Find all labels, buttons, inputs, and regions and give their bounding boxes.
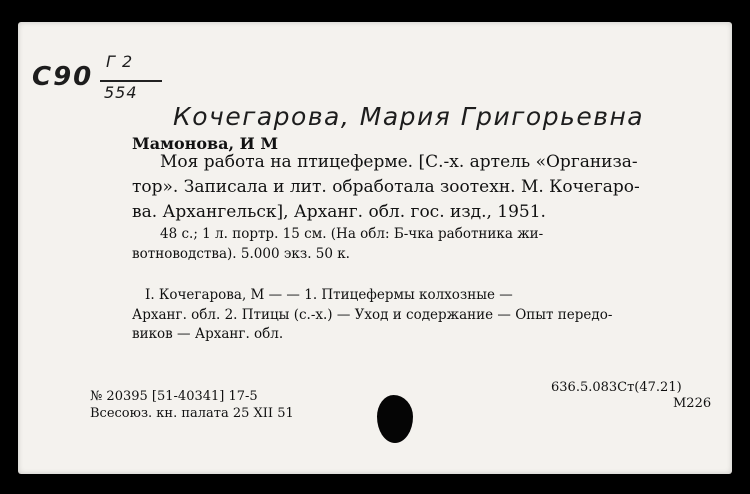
description-line: Моя работа на птицеферме. [С.-х. артель «Организа- — [160, 152, 638, 172]
tracing-line: Арханг. обл. 2. Птицы (с.-х.) — Уход и содержание — Опыт передо- — [132, 307, 613, 323]
tracing-line: I. Кочегарова, М — — 1. Птицефермы колхозные — — [145, 287, 513, 303]
call-number: С90 — [32, 62, 94, 92]
shelf-mark-top: Г 2 — [106, 52, 134, 71]
udc-index: 636.5.083Ст(47.21) — [551, 380, 682, 395]
ink-blot — [377, 395, 413, 443]
tracing-line: виков — Арханг. обл. — [132, 326, 284, 342]
collation-line: 48 с.; 1 л. портр. 15 см. (На обл: Б-чка работника жи- — [160, 226, 544, 242]
description-line: ва. Архангельск], Арханг. обл. гос. изд., 1951. — [132, 202, 546, 222]
main-entry-heading: Мамонова, И М — [132, 134, 279, 153]
description-line: тор». Записала и лит. обработала зоотехн. М. Кочегаро- — [132, 177, 640, 197]
shelf-mark-bottom: 554 — [104, 83, 138, 102]
shelf-mark-divider — [100, 80, 162, 82]
catalog-code: М226 — [673, 396, 712, 411]
catalog-card — [18, 22, 732, 474]
book-chamber-stamp: Всесоюз. кн. палата 25 XII 51 — [90, 406, 294, 421]
collation-line: вотноводства). 5.000 экз. 50 к. — [132, 246, 350, 262]
order-number: № 20395 [51-40341] 17-5 — [90, 389, 258, 404]
handwritten-author-name: Кочегарова, Мария Григорьевна — [173, 102, 645, 131]
